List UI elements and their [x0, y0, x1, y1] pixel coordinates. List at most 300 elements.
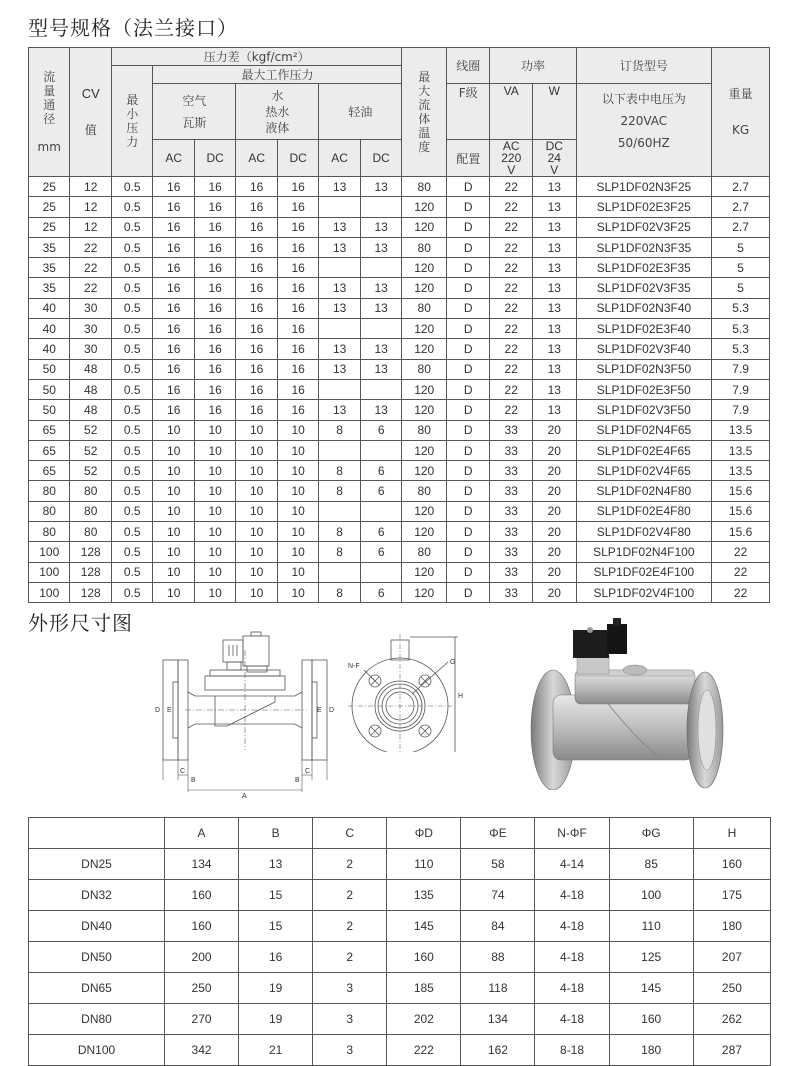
table-cell: 6: [360, 481, 402, 501]
table-cell: 175: [693, 880, 770, 911]
table-cell: 16: [277, 237, 318, 257]
table-cell: D: [446, 237, 490, 257]
table-cell: 8: [319, 542, 360, 562]
table-cell: 120: [402, 339, 447, 359]
header-cv: [70, 48, 111, 177]
dim-header-nf: N-ΦF: [535, 818, 609, 849]
header-min-pressure-char: 最: [126, 93, 139, 107]
table-cell: 0.5: [111, 258, 152, 278]
label-h: H: [458, 693, 464, 700]
table-cell: DN80: [29, 1004, 165, 1035]
table-cell: 16: [153, 359, 194, 379]
table-cell: 16: [236, 359, 277, 379]
table-cell: 20: [532, 461, 576, 481]
table-cell: 10: [236, 542, 277, 562]
table-cell: 0.5: [111, 278, 152, 298]
label-nf: N-F: [348, 663, 360, 670]
table-cell: 8: [319, 582, 360, 602]
header-cv-label: CV: [81, 86, 100, 101]
table-cell: 50: [29, 359, 70, 379]
table-cell: 48: [70, 379, 111, 399]
table-cell: 0.5: [111, 237, 152, 257]
table-cell: 13: [360, 278, 402, 298]
table-cell: SLP1DF02N4F100: [576, 542, 712, 562]
table-cell: 33: [490, 481, 533, 501]
table-cell: 10: [194, 481, 235, 501]
table-cell: 125: [609, 942, 693, 973]
table-cell: 10: [194, 562, 235, 582]
label-g: G: [450, 659, 456, 666]
table-cell: 16: [236, 237, 277, 257]
table-cell: 0.5: [111, 582, 152, 602]
dimensions-header-row: [29, 818, 771, 849]
table-cell: [319, 258, 360, 278]
table-cell: 16: [236, 177, 277, 197]
table-cell: SLP1DF02N3F35: [576, 237, 712, 257]
table-cell: [319, 379, 360, 399]
table-cell: 65: [29, 420, 70, 440]
spec-table-row: [29, 298, 770, 318]
dim-header-b: B: [239, 818, 313, 849]
table-cell: 52: [70, 461, 111, 481]
header-water-line: 水: [271, 88, 284, 103]
table-cell: 30: [70, 319, 111, 339]
header-order-note-line: 220VAC: [620, 114, 668, 128]
table-cell: 5.3: [712, 339, 770, 359]
table-cell: 80: [402, 420, 447, 440]
table-cell: 3: [313, 1035, 387, 1066]
header-max-temp-char: 温: [418, 126, 431, 140]
header-ac-220v-line: V: [507, 163, 516, 177]
spec-table-row: [29, 562, 770, 582]
table-cell: 16: [153, 379, 194, 399]
header-max-temp: [402, 48, 447, 177]
table-cell: 22: [70, 258, 111, 278]
table-cell: 13: [360, 237, 402, 257]
table-cell: SLP1DF02V3F25: [576, 217, 712, 237]
table-cell: [319, 562, 360, 582]
table-cell: 4-18: [535, 911, 609, 942]
table-cell: 22: [490, 359, 533, 379]
table-cell: [319, 197, 360, 217]
table-cell: 35: [29, 278, 70, 298]
label-b-left: B: [191, 777, 196, 784]
table-cell: 120: [402, 379, 447, 399]
header-order-note-line: 以下表中电压为: [601, 92, 686, 106]
dim-header-a: A: [165, 818, 239, 849]
table-cell: 16: [194, 197, 235, 217]
header-air-line: 空气: [182, 93, 207, 108]
header-air-ac: AC: [153, 140, 194, 177]
table-cell: 16: [153, 237, 194, 257]
side-view-drawing: [155, 630, 335, 800]
header-water: [236, 84, 319, 140]
table-cell: D: [446, 278, 490, 298]
table-cell: 13: [532, 197, 576, 217]
table-cell: 22: [490, 379, 533, 399]
table-cell: 16: [277, 217, 318, 237]
table-cell: 128: [70, 542, 111, 562]
table-cell: 0.5: [111, 177, 152, 197]
table-cell: SLP1DF02E3F35: [576, 258, 712, 278]
table-cell: D: [446, 217, 490, 237]
table-cell: [360, 379, 402, 399]
table-cell: 0.5: [111, 562, 152, 582]
table-cell: 10: [153, 481, 194, 501]
table-cell: 7.9: [712, 379, 770, 399]
spec-table-row: [29, 582, 770, 602]
table-cell: 22: [490, 400, 533, 420]
table-cell: 40: [29, 319, 70, 339]
header-water-line: 液体: [265, 120, 290, 135]
table-cell: DN100: [29, 1035, 165, 1066]
table-cell: 16: [236, 319, 277, 339]
table-cell: 110: [609, 911, 693, 942]
table-cell: 13: [319, 339, 360, 359]
header-oil-ac: AC: [319, 140, 360, 177]
table-cell: DN32: [29, 880, 165, 911]
table-cell: 2.7: [712, 177, 770, 197]
label-c-right: C: [305, 768, 311, 775]
table-cell: 25: [29, 197, 70, 217]
table-cell: 22: [490, 177, 533, 197]
table-cell: 160: [693, 849, 770, 880]
dimensions-table-row: [29, 1004, 771, 1035]
table-cell: 160: [609, 1004, 693, 1035]
table-cell: 10: [194, 440, 235, 460]
table-cell: 222: [387, 1035, 461, 1066]
table-cell: 100: [609, 880, 693, 911]
table-cell: 50: [29, 400, 70, 420]
table-cell: 145: [609, 973, 693, 1004]
table-cell: 13: [532, 217, 576, 237]
table-cell: 207: [693, 942, 770, 973]
table-cell: 120: [402, 197, 447, 217]
table-cell: 342: [165, 1035, 239, 1066]
table-cell: 30: [70, 339, 111, 359]
table-cell: SLP1DF02N4F80: [576, 481, 712, 501]
table-cell: DN50: [29, 942, 165, 973]
table-cell: 10: [194, 501, 235, 521]
spec-table-row: [29, 278, 770, 298]
table-cell: 80: [70, 501, 111, 521]
label-d-right: D: [329, 707, 335, 714]
label-e-left: E: [167, 707, 172, 714]
table-cell: 16: [277, 379, 318, 399]
header-f-class: F级: [446, 84, 490, 140]
spec-table-row: [29, 339, 770, 359]
header-order-note: [576, 84, 712, 177]
header-light-oil: 轻油: [319, 84, 402, 140]
table-cell: 13: [360, 339, 402, 359]
table-cell: SLP1DF02E3F50: [576, 379, 712, 399]
table-cell: 16: [194, 339, 235, 359]
table-cell: 13.5: [712, 440, 770, 460]
table-cell: 22: [490, 217, 533, 237]
table-cell: 0.5: [111, 461, 152, 481]
header-oil-dc: DC: [360, 140, 402, 177]
table-cell: 10: [236, 481, 277, 501]
table-cell: 52: [70, 420, 111, 440]
spec-table-body: [29, 177, 770, 603]
table-cell: 5: [712, 278, 770, 298]
table-cell: 15.6: [712, 481, 770, 501]
header-bore-char: 量: [43, 84, 56, 98]
table-cell: 0.5: [111, 197, 152, 217]
table-cell: SLP1DF02E4F80: [576, 501, 712, 521]
table-cell: [360, 440, 402, 460]
dim-header-d: ΦD: [387, 818, 461, 849]
table-cell: 0.5: [111, 501, 152, 521]
table-cell: 4-18: [535, 973, 609, 1004]
table-cell: SLP1DF02E3F25: [576, 197, 712, 217]
table-cell: 8: [319, 481, 360, 501]
table-cell: SLP1DF02V3F50: [576, 400, 712, 420]
table-cell: [360, 562, 402, 582]
table-cell: 16: [194, 400, 235, 420]
spec-table-row: [29, 481, 770, 501]
spec-table-row: [29, 522, 770, 542]
spec-table-row: [29, 542, 770, 562]
table-cell: 13: [532, 400, 576, 420]
table-cell: 10: [194, 522, 235, 542]
table-cell: 110: [387, 849, 461, 880]
table-cell: 10: [277, 562, 318, 582]
table-cell: [319, 440, 360, 460]
label-e-right: E: [317, 707, 322, 714]
header-max-temp-char: 最: [418, 70, 431, 84]
table-cell: 16: [194, 177, 235, 197]
table-cell: 5.3: [712, 319, 770, 339]
header-air-dc: DC: [194, 140, 235, 177]
header-min-pressure-char: 力: [126, 135, 139, 149]
table-cell: 22: [490, 237, 533, 257]
table-cell: 6: [360, 461, 402, 481]
table-cell: 10: [277, 461, 318, 481]
table-cell: 8: [319, 420, 360, 440]
table-cell: 21: [239, 1035, 313, 1066]
table-cell: 0.5: [111, 298, 152, 318]
table-cell: 22: [490, 278, 533, 298]
table-cell: 2.7: [712, 197, 770, 217]
header-dc-24v: [532, 140, 576, 177]
table-cell: 16: [153, 298, 194, 318]
table-cell: 13: [319, 177, 360, 197]
table-cell: SLP1DF02E4F100: [576, 562, 712, 582]
table-cell: 20: [532, 562, 576, 582]
table-cell: 10: [236, 582, 277, 602]
table-cell: 88: [461, 942, 535, 973]
table-cell: 10: [153, 440, 194, 460]
table-cell: 40: [29, 339, 70, 359]
table-cell: 80: [402, 298, 447, 318]
table-cell: 30: [70, 298, 111, 318]
table-cell: 2: [313, 911, 387, 942]
spec-table-row: [29, 237, 770, 257]
header-bore-char: 流: [43, 70, 56, 84]
table-cell: 22: [490, 298, 533, 318]
table-cell: 22: [712, 562, 770, 582]
table-cell: D: [446, 562, 490, 582]
table-cell: 13.5: [712, 461, 770, 481]
spec-table-row: [29, 359, 770, 379]
table-cell: 3: [313, 973, 387, 1004]
table-cell: 16: [236, 197, 277, 217]
table-cell: 10: [277, 481, 318, 501]
table-cell: 10: [194, 420, 235, 440]
table-cell: 33: [490, 420, 533, 440]
table-cell: 0.5: [111, 339, 152, 359]
table-cell: 16: [153, 217, 194, 237]
header-water-dc: DC: [277, 140, 318, 177]
table-cell: 162: [461, 1035, 535, 1066]
header-weight-label: 重量: [728, 87, 753, 101]
table-cell: 135: [387, 880, 461, 911]
table-cell: 13: [319, 298, 360, 318]
table-cell: 118: [461, 973, 535, 1004]
table-cell: 80: [402, 359, 447, 379]
table-cell: 10: [153, 582, 194, 602]
label-d-left: D: [155, 707, 161, 714]
table-cell: 16: [277, 359, 318, 379]
table-cell: 19: [239, 973, 313, 1004]
table-cell: D: [446, 542, 490, 562]
table-cell: 13: [532, 177, 576, 197]
table-cell: 270: [165, 1004, 239, 1035]
table-cell: 0.5: [111, 542, 152, 562]
table-cell: 65: [29, 461, 70, 481]
table-cell: 13: [360, 298, 402, 318]
table-cell: 16: [277, 319, 318, 339]
table-cell: 20: [532, 522, 576, 542]
table-cell: 6: [360, 420, 402, 440]
table-cell: 16: [194, 359, 235, 379]
table-cell: SLP1DF02V4F65: [576, 461, 712, 481]
header-min-pressure: [111, 66, 152, 177]
table-cell: 10: [277, 440, 318, 460]
table-cell: 80: [70, 481, 111, 501]
table-cell: 0.5: [111, 440, 152, 460]
table-cell: 10: [153, 562, 194, 582]
table-cell: 16: [194, 237, 235, 257]
table-cell: 15.6: [712, 501, 770, 521]
table-cell: 13: [319, 400, 360, 420]
table-cell: 120: [402, 461, 447, 481]
table-cell: 185: [387, 973, 461, 1004]
table-cell: 120: [402, 522, 447, 542]
header-min-pressure-char: 压: [126, 121, 139, 135]
table-cell: 100: [29, 542, 70, 562]
table-cell: 16: [194, 319, 235, 339]
spec-table-row: [29, 197, 770, 217]
table-cell: SLP1DF02N3F25: [576, 177, 712, 197]
label-b-right: B: [295, 777, 300, 784]
dimensions-table-row: [29, 880, 771, 911]
table-cell: 16: [153, 400, 194, 420]
table-cell: 7.9: [712, 400, 770, 420]
table-cell: 13: [360, 400, 402, 420]
table-cell: 13: [532, 359, 576, 379]
table-cell: 22: [70, 278, 111, 298]
table-cell: 16: [194, 278, 235, 298]
table-cell: 16: [239, 942, 313, 973]
table-cell: 15.6: [712, 522, 770, 542]
header-bore-unit: mm: [37, 140, 61, 154]
label-a: A: [242, 793, 247, 800]
spec-table-row: [29, 217, 770, 237]
table-cell: 20: [532, 542, 576, 562]
table-cell: SLP1DF02V3F40: [576, 339, 712, 359]
header-max-working-pressure: 最大工作压力: [153, 66, 402, 84]
table-cell: 10: [236, 420, 277, 440]
table-cell: 10: [194, 461, 235, 481]
table-cell: 22: [490, 258, 533, 278]
table-cell: 2: [313, 880, 387, 911]
table-cell: 160: [165, 880, 239, 911]
table-cell: 180: [609, 1035, 693, 1066]
header-max-temp-char: 度: [418, 140, 431, 154]
table-cell: 128: [70, 562, 111, 582]
table-cell: 16: [153, 278, 194, 298]
table-cell: 16: [277, 298, 318, 318]
table-cell: 13: [319, 217, 360, 237]
table-cell: 10: [194, 542, 235, 562]
table-cell: 13: [532, 379, 576, 399]
table-cell: 16: [153, 258, 194, 278]
table-cell: 13: [532, 278, 576, 298]
header-ac-220v: [490, 140, 533, 177]
table-cell: 20: [532, 440, 576, 460]
table-cell: 20: [532, 582, 576, 602]
table-cell: 0.5: [111, 359, 152, 379]
table-cell: 13: [360, 177, 402, 197]
table-cell: 13: [239, 849, 313, 880]
table-cell: 50: [29, 379, 70, 399]
table-cell: 134: [461, 1004, 535, 1035]
header-dc-24v-line: 24: [547, 151, 561, 165]
table-cell: 80: [402, 542, 447, 562]
table-cell: D: [446, 481, 490, 501]
table-cell: 33: [490, 440, 533, 460]
header-air-line: 瓦斯: [182, 115, 207, 130]
table-cell: 4-18: [535, 942, 609, 973]
table-cell: 8: [319, 461, 360, 481]
table-cell: 80: [402, 177, 447, 197]
table-cell: 25: [29, 177, 70, 197]
header-order-note-line: 50/60HZ: [617, 136, 670, 150]
table-cell: 10: [277, 420, 318, 440]
table-cell: 65: [29, 440, 70, 460]
table-cell: [360, 319, 402, 339]
table-cell: 85: [609, 849, 693, 880]
spec-table-row: [29, 177, 770, 197]
table-cell: 10: [236, 501, 277, 521]
table-cell: [360, 197, 402, 217]
header-config: 配置: [446, 140, 490, 177]
table-cell: 5.3: [712, 298, 770, 318]
table-cell: 12: [70, 197, 111, 217]
table-cell: 16: [236, 298, 277, 318]
table-cell: 0.5: [111, 400, 152, 420]
header-water-ac: AC: [236, 140, 277, 177]
table-cell: D: [446, 400, 490, 420]
table-cell: 16: [277, 197, 318, 217]
table-cell: 120: [402, 501, 447, 521]
header-weight-unit: KG: [731, 123, 750, 137]
table-cell: 22: [712, 542, 770, 562]
table-cell: 3: [313, 1004, 387, 1035]
table-cell: 16: [153, 319, 194, 339]
